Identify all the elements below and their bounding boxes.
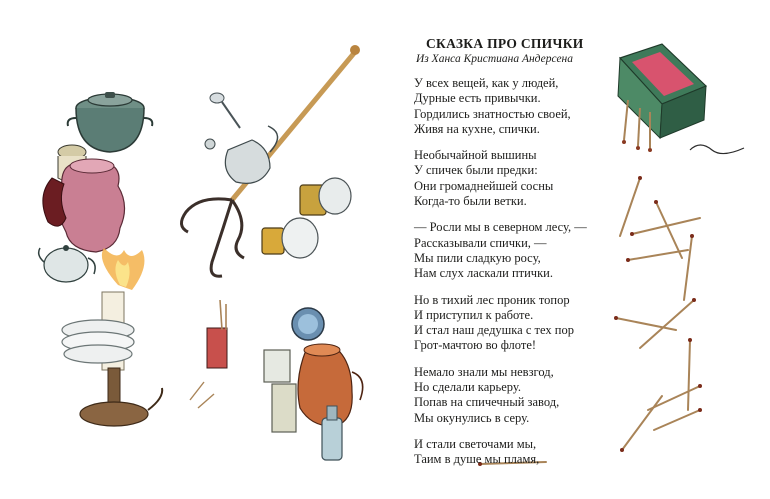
- poem-line: И стали светочами мы,: [414, 436, 537, 451]
- poem-line: Грот-мачтою во флоте!: [414, 338, 537, 353]
- cups-icon: [262, 178, 351, 258]
- stanza: [414, 148, 614, 209]
- poem-line: Таим в душе мы пламя,: [414, 452, 540, 467]
- stanza: [414, 437, 614, 468]
- vase-icon: [43, 159, 125, 252]
- poem-line: Дурные есть привычки.: [414, 91, 541, 106]
- poem-line: Нам слух ласкали птички.: [414, 266, 553, 281]
- spoon-icon: [210, 93, 240, 128]
- stanza: [414, 76, 614, 137]
- poem-line: Но в тихий лес проник топор: [414, 292, 570, 307]
- poem-line: — Росли мы в северном лесу, —: [414, 220, 587, 235]
- poem-line: Когда-то были ветки.: [414, 194, 527, 209]
- mirror-icon: [292, 308, 324, 340]
- small-matchbox-icon: [190, 300, 227, 408]
- coffee-pot-icon: [205, 126, 278, 183]
- stanza: [414, 293, 614, 354]
- poem-line: Живя на кухне, спички.: [414, 121, 540, 136]
- poem: [414, 36, 614, 479]
- poem-line: Они громаднейшей сосны: [414, 178, 554, 193]
- plates-icon: [62, 320, 134, 363]
- poem-line: Гордились знатностью своей,: [414, 106, 571, 121]
- glasses-icon: [264, 350, 296, 432]
- poem-line: И приступил к работе.: [414, 307, 534, 322]
- poem-line: Рассказывали спички, —: [414, 235, 547, 250]
- poem-title: СКАЗКА ПРО СПИЧКИ: [426, 36, 584, 51]
- poem-line: Мы окунулись в серу.: [414, 410, 530, 425]
- poem-line: У спичек были предки:: [414, 163, 538, 178]
- stanza: [414, 220, 614, 281]
- poem-line: Необычайной вышины: [414, 148, 537, 163]
- poem-line: У всех вещей, как у людей,: [414, 76, 559, 90]
- poem-line: Немало знали мы невзгод,: [414, 364, 554, 379]
- stanza: [414, 365, 614, 426]
- poem-line: Попав на спичечный завод,: [414, 395, 560, 410]
- poem-line: Но сделали карьеру.: [414, 380, 521, 395]
- poem-subtitle: Из Ханса Кристиана Андерсена: [416, 53, 574, 65]
- poem-line: Мы пили сладкую росу,: [414, 250, 541, 265]
- poem-line: И стал наш дедушка с тех пор: [414, 323, 574, 338]
- matchbox-icon: [618, 44, 744, 154]
- candlestick-icon: [80, 368, 162, 426]
- cooking-pot-icon: [68, 92, 153, 152]
